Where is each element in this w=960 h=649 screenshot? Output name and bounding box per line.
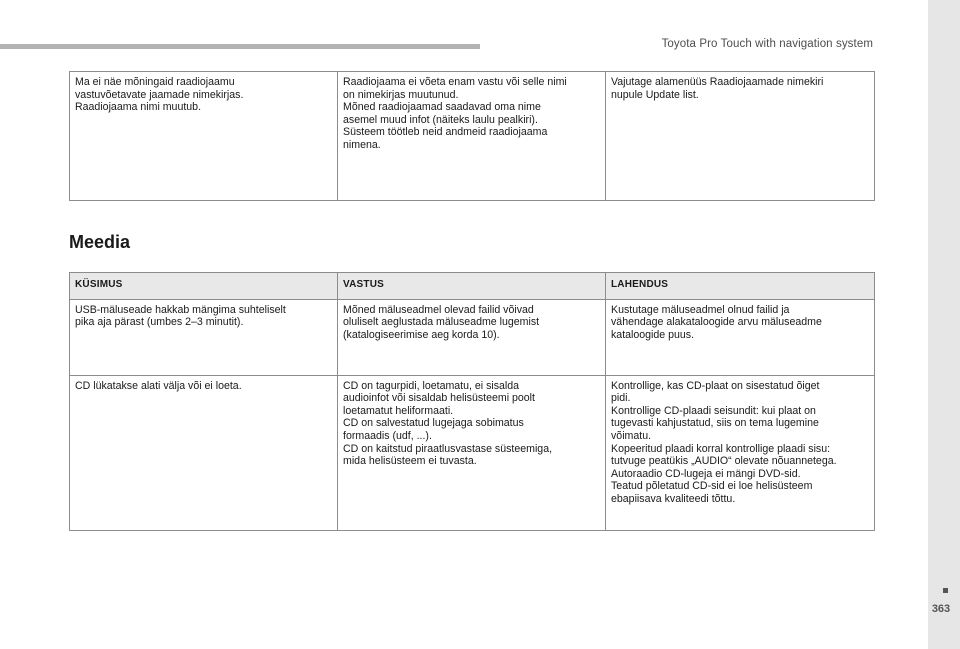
- column-header-answer: VASTUS: [338, 273, 606, 300]
- column-header-solution: LAHENDUS: [606, 273, 875, 300]
- solution-cell: Kontrollige, kas CD-plaat on sisestatud õiget pidi. Kontrollige CD-plaadi seisundit: kui plaat on tugevasti kahjustatud, siis on tema lugemine võimatu. Kopeeritud plaadi korral kontrollige plaadi sisu: tutvuge peatükis „AUDIO“ olevate nõuannetega. Autoraadio CD-lugeja ei mängi DVD-sid. Teatud põletatud CD-sid ei loe helisüsteem ebapiisava kvaliteedi tõttu.: [606, 375, 875, 530]
- page-edge-strip: [928, 0, 960, 649]
- table-row: [70, 72, 875, 201]
- section-title-media: Meedia: [69, 232, 131, 252]
- solution-cell: Vajutage alamenüüs Raadiojaamade nimekiri nupule Update list.: [606, 72, 875, 201]
- table-row: [70, 299, 875, 375]
- media-troubleshooting-table: [69, 272, 875, 531]
- column-header-question: KÜSIMUS: [70, 273, 338, 300]
- question-cell: CD lükatakse alati välja või ei loeta.: [70, 375, 338, 530]
- answer-cell: CD on tagurpidi, loetamatu, ei sisalda audioinfot või sisaldab helisüsteemi poolt loetamatut heliformaati. CD on salvestatud lugejaga sobimatus formaadis (udf, ...). CD on kaitstud piraatlusvastase süsteemiga, mida helisüsteem ei tuvasta.: [338, 375, 606, 530]
- page-header-title: Toyota Pro Touch with navigation system: [661, 38, 873, 50]
- question-cell: USB-mäluseade hakkab mängima suhteliselt pika aja pärast (umbes 2–3 minutit).: [70, 299, 338, 375]
- page-marker-dot: [943, 588, 948, 593]
- radio-troubleshooting-table: [69, 71, 875, 201]
- table-row: [70, 375, 875, 530]
- answer-cell: Mõned mäluseadmel olevad failid võivad oluliselt aeglustada mäluseadme lugemist (katalogiseerimise aeg korda 10).: [338, 299, 606, 375]
- question-cell: Ma ei näe mõningaid raadiojaamu vastuvõetavate jaamade nimekirjas. Raadiojaama nimi muutub.: [70, 72, 338, 201]
- solution-cell: Kustutage mäluseadmel olnud failid ja vähendage alakataloogide arvu mäluseadme kataloogide puus.: [606, 299, 875, 375]
- table-header-row: [70, 273, 875, 300]
- header-divider-bar: [0, 44, 480, 49]
- answer-cell: Raadiojaama ei võeta enam vastu või selle nimi on nimekirjas muutunud. Mõned raadiojaamad saadavad oma nime asemel muud infot (näiteks laulu pealkiri). Süsteem töötleb neid andmeid raadiojaama nimena.: [338, 72, 606, 201]
- page-number: 363: [931, 603, 951, 615]
